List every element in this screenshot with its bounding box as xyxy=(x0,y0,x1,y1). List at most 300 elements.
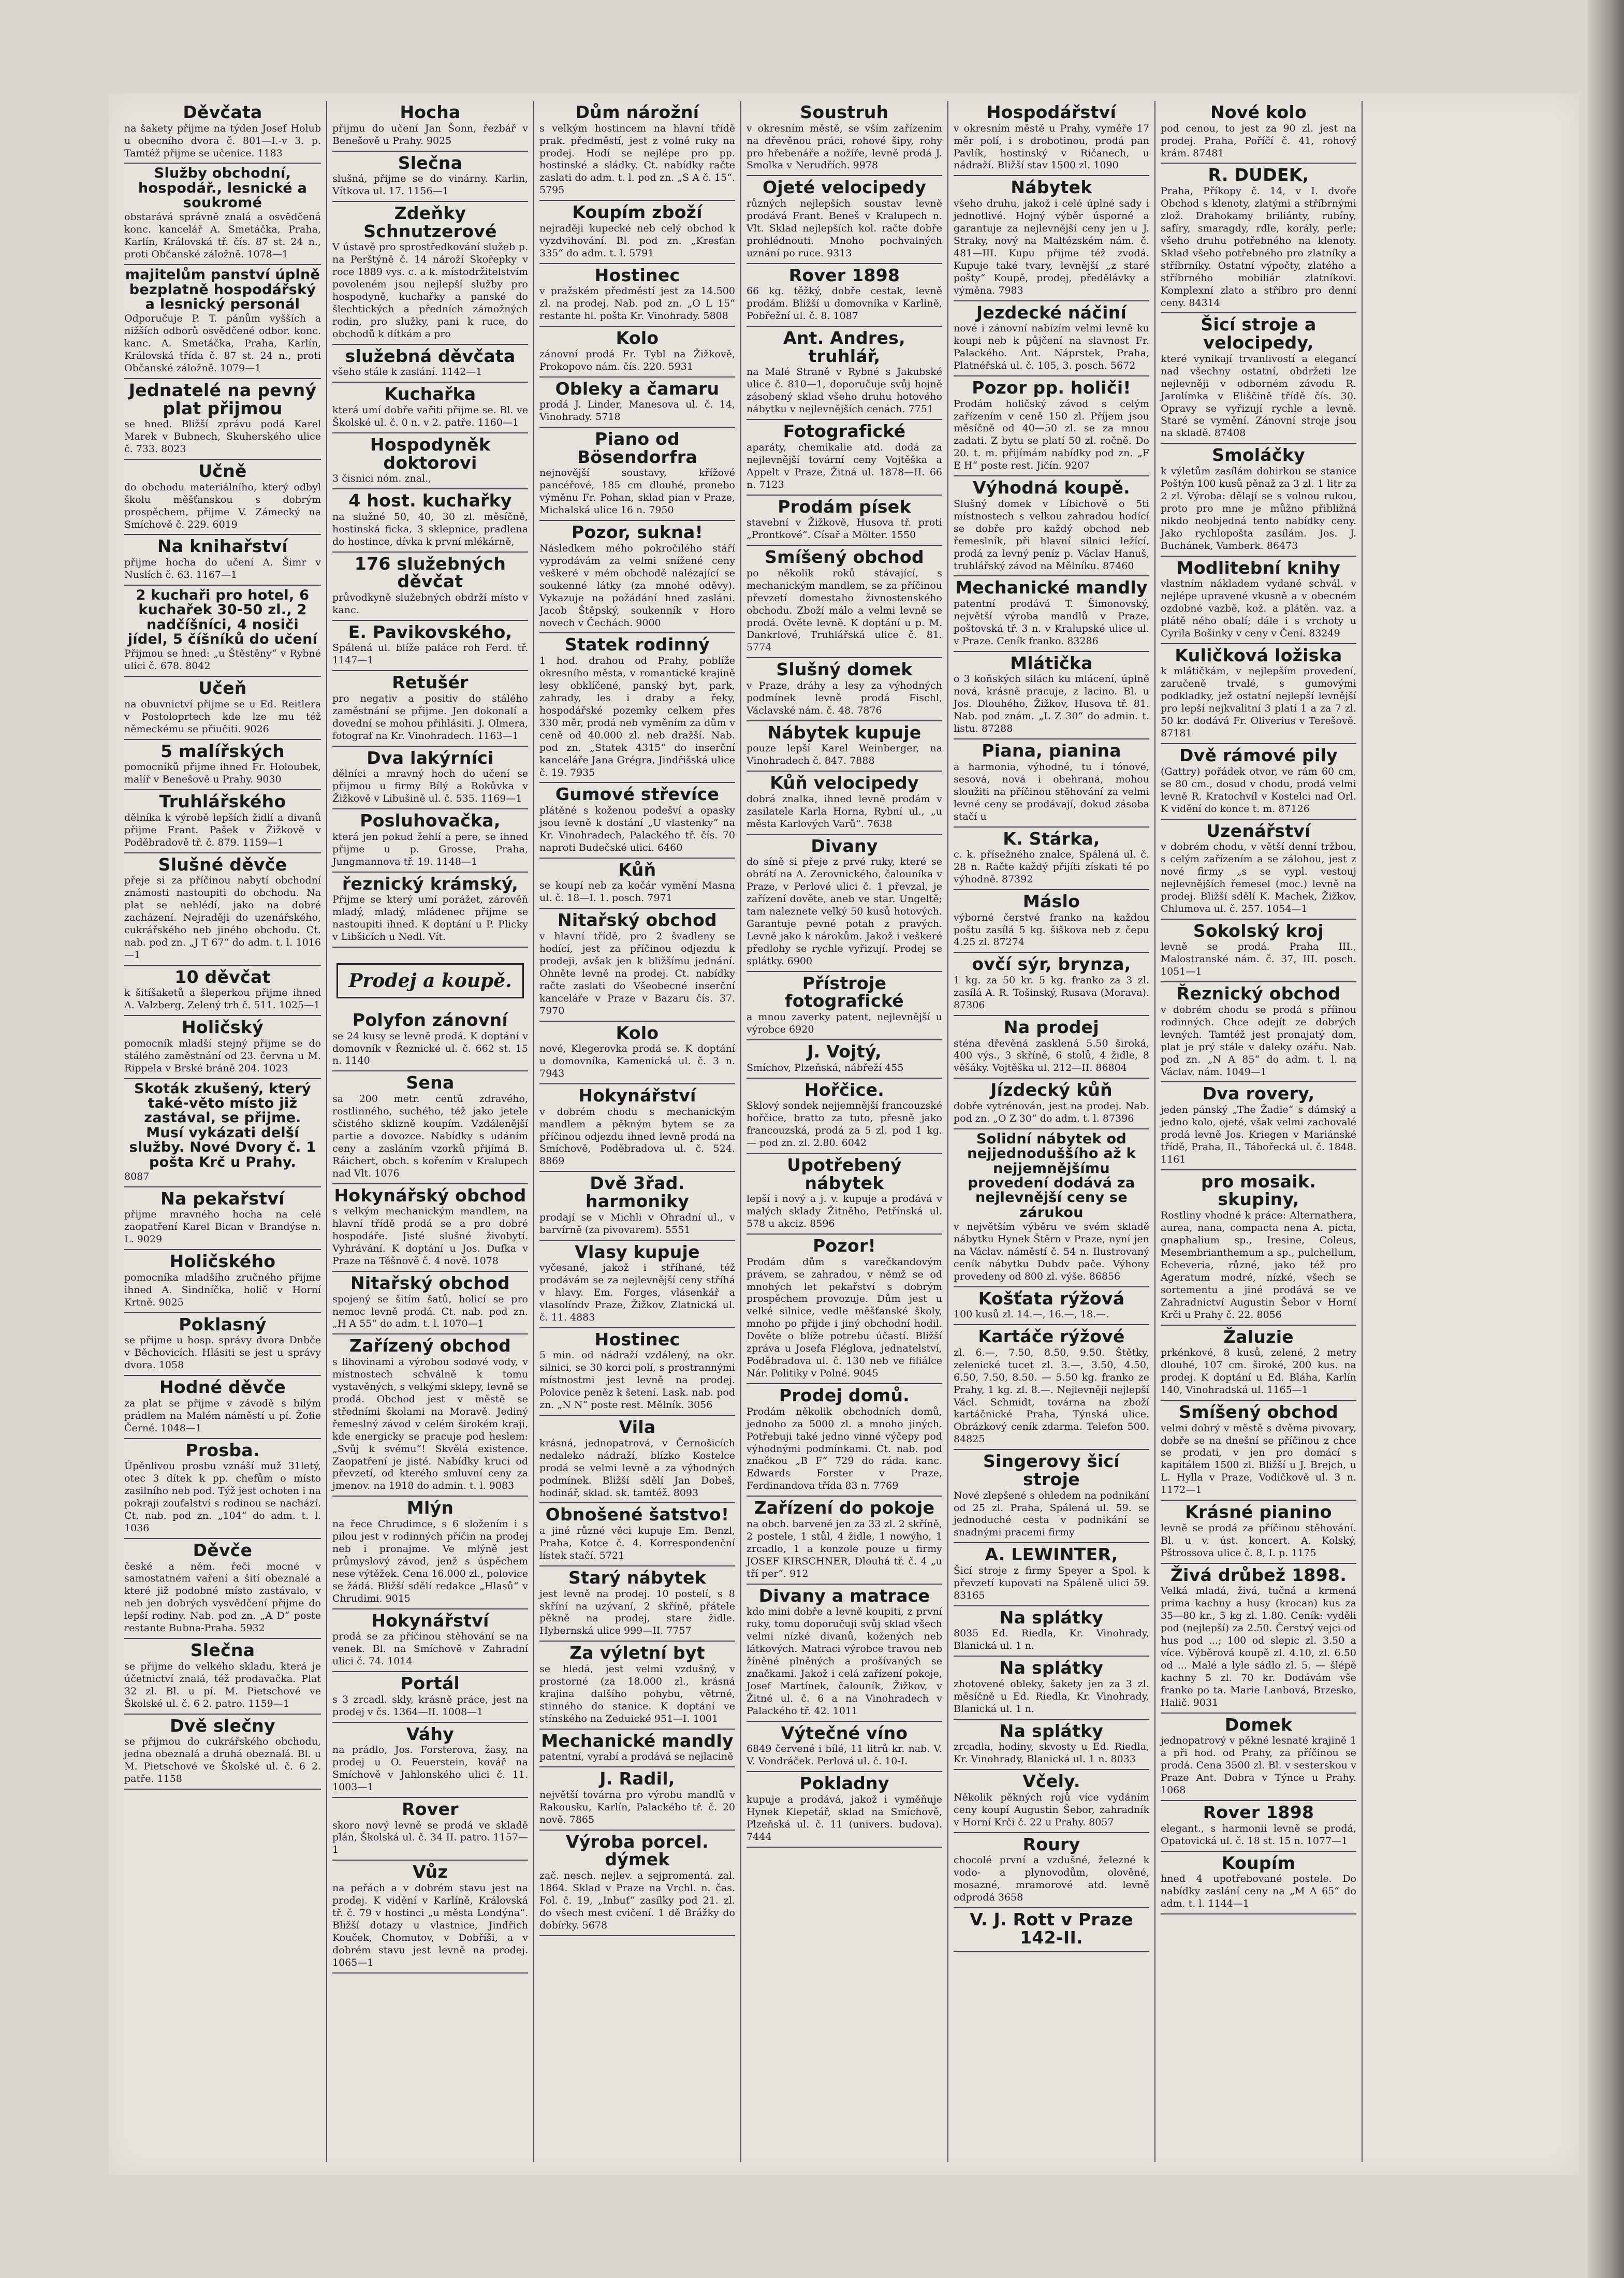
ad-heading: Singerovy šicí stroje xyxy=(983,1451,1120,1489)
classified-ad xyxy=(124,1539,321,1639)
ad-text: s lihovinami a výrobou sodové vody, v místnostech schválně k tomu vystavěných, s velkými sklepy, levně se prodá. Obchod jest v městě se středními školami na Moravě. Jediný řemeslný závod v celém širokém kraji, kde energicky se pracuje pod heslem: „Svůj k svému“! Skvělá existence. Zaopatření je jisté. Nabídky kruci od převzetí, od kterého smluvní ceny za jmenov. na 1918 do admin. t. l. 9083 xyxy=(332,1356,528,1492)
classified-ad xyxy=(1161,313,1356,444)
classified-ad xyxy=(332,1672,528,1723)
ad-heading: Kuchařka xyxy=(384,384,476,404)
classified-ad xyxy=(1161,101,1356,164)
ad-text: plátěné s koženou podešví a opasky jsou levně k dostání „U vlastenky“ na Kr. Vinohradech, Palackého tř. čís. 70 naproti Budečské ulici. 6460 xyxy=(539,805,735,853)
ad-text: Praha, Příkopy č. 14, v I. dvoře Obchod s klenoty, zlatými a stříbrnými zlož. Drahokamy briliánty, rubíny, safíry, smaragdy, rdle, korály, perle; všeho druhu potřebného na klenoty. Sklad všeho potřebného pro zlatníky a stříbrníky. Ostatní výpočty, zlatého a stříbrného mobiliár zlatníkovi. Komplexní zlato a stříbro pro denní ceny. 84314 xyxy=(1161,185,1356,309)
classified-ad xyxy=(747,658,942,721)
ad-heading: Piano od Bösendorfra xyxy=(577,429,698,467)
ad-heading: Zařízený obchod xyxy=(349,1336,511,1356)
ad-heading: 4 host. kuchařky xyxy=(348,490,512,511)
ad-text: dělníci a mravný hoch do učení se přijmou u firmy Bílý a Rokůvka v Žižkově v Libušině ul. č. 535. 1169—1 xyxy=(332,768,528,805)
ad-text: Šicí stroje z firmy Speyer a Spol. k převzetí kupovati na Spáleně ulici 59. 83165 xyxy=(954,1564,1149,1601)
ad-text: vlastním nákladem vydané schvál. v nejlépe upravené vkusně a v obecném ozdobné vazbě, kož. a plátěn. vaz. a plátě ného obalí; dále i s vrchoty u Cyrila Bošinky v ceny v Čení. 83249 xyxy=(1161,578,1356,639)
ad-text: a mnou zaverky patent, nejlevnější u výrobce 6920 xyxy=(747,1011,942,1036)
classified-ad xyxy=(747,1040,942,1079)
ad-heading: 10 děvčat xyxy=(174,966,271,987)
classified-ad xyxy=(124,164,321,265)
ad-heading: Solidní nábytek od nejjednoduššího až k nejjemnějšímu provedení dodává za nejlevnější ceny se zárukou xyxy=(967,1130,1136,1221)
ad-heading: Na knihařství xyxy=(157,536,288,557)
ad-text: levně se prodá. Praha III., Malostranské nám. č. 37, III. posch. 1051—1 xyxy=(1161,941,1356,978)
classified-ad xyxy=(1161,744,1356,819)
ad-heading: pro mosaik. skupiny, xyxy=(1201,1171,1316,1210)
classified-ad xyxy=(954,1079,1149,1129)
ad-text: Spálená ul. blíže paláce roh Ferd. tř. 1147—1 xyxy=(332,642,528,666)
classified-ad xyxy=(124,460,321,535)
column-5 xyxy=(947,101,1154,2162)
ad-heading: Dům nárožní xyxy=(575,102,699,122)
ad-text: prkénkové, 8 kusů, zelené, 2 metry dlouhé, 107 cm. široké, 200 kus. na prodej. K doptání u Ed. Bláha, Karlín 140, Vinohradská ul. 1165—1 xyxy=(1161,1347,1356,1396)
classified-ad xyxy=(954,1129,1149,1287)
ad-heading: Vila xyxy=(619,1417,656,1438)
ad-heading: Za výletní byt xyxy=(569,1643,705,1663)
ad-text: patentní prodává T. Šimonovský, největší výroba mandlů v Praze, poštovská tř. 3 n. v Kralupské ulice ul. v Praze. Ceník franko. 83286 xyxy=(954,598,1149,647)
ad-heading: Vůz xyxy=(413,1862,448,1882)
classified-ad xyxy=(747,420,942,495)
ad-heading: Jízdecký kůň xyxy=(990,1080,1113,1100)
ad-heading: Šicí stroje a velocipedy, xyxy=(1201,314,1316,353)
ad-text: která umí dobře vařiti přijme se. Bl. ve Školské ul. č. 0 n. v 2. patře. 1160—1 xyxy=(332,404,528,428)
ad-heading: Prodej domů. xyxy=(779,1385,910,1406)
ad-text: 3 čisnici nóm. znal., xyxy=(332,473,432,485)
ad-text: V ústavě pro sprostředkování služeb p. na Perštýně č. 14 nároží Skořepky v roce 1889 vys. c. a k. místodržitelstvím povoleném jsou nejlepší služby pro hospodyně, kuchařky a panské do šlechtických a předních zámožných rodin, pro služky, pani k ruce, do obchodů k dítkám a pro xyxy=(332,241,528,340)
ad-text: zl. 6.—, 7.50, 8.50, 9.50. Štětky, zelenické tucet zl. 3.—, 3.50, 4.50, 6.50, 7.50, 8.50. — 5.50 kg. franko ze Prahy, 1 kg. zl. 8.—. Nejlevněji nejlepší Václ. Schmidt, továrna na zboží kartáčnické Praha, Týnská ulice. Obrázkový ceník zdarma. Telefon 500. 84825 xyxy=(954,1346,1149,1445)
ad-heading: Mlátička xyxy=(1010,652,1093,673)
ad-text: lepší i nový a j. v. kupuje a prodává v malých sklady Žitněho, Petřínská ul. 578 u akciz. 8596 xyxy=(747,1193,942,1230)
ad-text: Úpěnlivou prosbu vznáší muž 31letý, otec 3 dítek k pp. chefům o místo zasilního neb pod. Týž jest ochoten i na pokraji zoufalství s rodinou se nachází. Ct. nab. pod zn. „104“ do adm. t. l. 1036 xyxy=(124,1460,321,1534)
classified-ad xyxy=(332,1272,528,1334)
ad-text: výborné čerstvé franko na každou poštu zasílá 5 kg. šiškova neb z čepu 4.25 zl. 87274 xyxy=(954,911,1149,948)
ad-heading: Jezdecké náčiní xyxy=(976,302,1127,323)
ad-heading: Ant. Andres, truhlář, xyxy=(783,328,905,366)
classified-ad xyxy=(332,101,528,152)
ad-heading: Divany a matrace xyxy=(758,1585,930,1606)
classified-ad xyxy=(954,101,1149,176)
ad-text: 8035 Ed. Riedla, Kr. Vinohrady, Blanická ul. 1 n. xyxy=(954,1628,1149,1652)
ad-text: k šitíšaketů a šleperkou přijme ihned A. Valzberg, Zelený trh č. 511. 1025—1 xyxy=(124,987,321,1011)
classified-ad xyxy=(747,1497,942,1584)
newspaper-page xyxy=(109,93,1579,2175)
ad-text: která jen pokud žehlí a pere, se ihned přijme u p. Grosse, Praha, Jungmannova tř. 19. 1148—1 xyxy=(332,831,528,867)
ad-text: se hned. Bližší zprávu podá Karel Marek v Bubnech, Skuherského ulice č. 733. 8023 xyxy=(124,418,321,455)
ad-text: české a něm. řeči mocné v samostatném vaření a šití obeznalé a které již podobné místo zastávalo, v neb jen dobrých vysvědčení přijme do lepší rodiny. Nab. pod zn. „A D“ poste restante Bubna-Praha. 5932 xyxy=(124,1560,321,1634)
ad-text: levně se prodá za příčinou stěhování. Bl. u v. úst. koncert. A. Kolský, Pštrossova ulice č. 8, I. p. 1175 xyxy=(1161,1522,1356,1559)
ad-text: (Gattry) pořádek otvor, ve rám 60 cm, se 80 cm., dosud v chodu, prodá velmi levně R. Kratochvíl v Kostelci nad Orl. K vidění do konce t. m. 87126 xyxy=(1161,765,1356,815)
classified-ad xyxy=(539,201,735,264)
classified-ad xyxy=(954,1770,1149,1833)
ad-text: krásná, jednopatrová, v Černošicích nedaleko nádraží, blízko Kostelce prodá se velmi levně a za výhodných podmínek. Bližší sdělí Jan Dobeš, hodinář, sklad. sk. tamtéž. 8093 xyxy=(539,1437,735,1499)
ad-text: v dobrém chodu, v větší denní tržbou, s celým zařízením a se zálohou, jest z nové firmy „s se vypl. vestouj nejlevnějších řemesel (moc.) levně na prodej. Bližší sdělí K. Machek, Žižkov, Chlumova ul. č. 257. 1054—1 xyxy=(1161,841,1356,915)
ad-text: obstarává správně znalá a osvědčená konc. kancelář A. Smetáčka, Praha, Karlín, Královská tř. čís. 87 st. 24 n., proti Občanské záložně. 1078—1 xyxy=(124,211,321,260)
ad-heading: Zdeňky Schnutzerové xyxy=(363,203,497,241)
column-3 xyxy=(533,101,740,2162)
classified-columns xyxy=(119,101,1569,2162)
ad-heading: Na splátky xyxy=(999,1720,1104,1741)
classified-ad xyxy=(124,1376,321,1439)
classified-ad xyxy=(332,1798,528,1861)
ad-text: Několik pěkných rojů více vydáním ceny koupí Augustin Šebor, zahradník v Horní Krči č. 22 u Prahy. 8057 xyxy=(954,1791,1149,1828)
ad-text: v největším výběru ve svém skladě nábytku Hynek Štěrn v Praze, nyní jen na Václav. náměstí č. 54 n. Ilustrovaný ceník nábytku Dubdv pače. Výhony provedeny od 800 zl. výše. 86856 xyxy=(954,1221,1149,1282)
ad-text: zač. nesch. nejlev. a sejpromentá. zal. 1864. Sklad v Praze na Vrchl. n. čas. Fol. č. 19, „Inbuť“ zasílky pod 21. zl. do všech mest cvičení. 1 dě Brážky do dobírky. 5678 xyxy=(539,1869,735,1931)
classified-ad xyxy=(954,1543,1149,1606)
ad-heading: 176 služebných děvčat xyxy=(354,553,506,592)
classified-ad xyxy=(124,1313,321,1376)
ad-text: pouze lepší Karel Weinberger, na Vinohradech č. 847. 7888 xyxy=(747,743,942,767)
ad-heading: Hokynářský obchod xyxy=(334,1185,526,1206)
classified-ad xyxy=(539,783,735,858)
classified-ad xyxy=(539,1566,735,1642)
classified-ad xyxy=(332,489,528,552)
classified-ad xyxy=(539,1503,735,1566)
classified-ad xyxy=(954,652,1149,739)
classified-ad xyxy=(954,1016,1149,1079)
ad-text: patentní, vyrabí a prodává se nejlacině xyxy=(539,1751,734,1763)
ad-heading: Výroba porcel. dýmek xyxy=(566,1831,709,1870)
ad-text: v hlavní třídě, pro 2 švadleny se hodící, jest za příčinou odjezdu k prodeji, avšak jen k bližšímu jednání. Ohněte levně na prodej. Ct. nabídky račte zaslati do Všeobecné inserční kanceláře v Praze v Bazaru čís. 37. 7970 xyxy=(539,931,735,1017)
classified-ad xyxy=(332,747,528,809)
classified-ad xyxy=(539,378,735,428)
ad-heading: Prodám písek xyxy=(778,496,911,517)
ad-text: nové i zánovní nabízím velmi levně ku koupi neb k půjčení na slavnost Fr. Palackého. Ant. Náprstek, Praha, Platnéřská ul. č. 105, 3. posch. 5672 xyxy=(954,323,1149,371)
classified-ad xyxy=(1161,1564,1356,1714)
ad-heading: Sena xyxy=(406,1072,455,1093)
ad-heading: J. Radil, xyxy=(599,1768,675,1789)
classified-ad xyxy=(332,621,528,672)
ad-heading: Živá drůbež 1898. xyxy=(1170,1564,1347,1585)
classified-ad xyxy=(124,790,321,853)
ad-heading: Prosba. xyxy=(185,1440,260,1460)
classified-ad xyxy=(124,1016,321,1079)
classified-ad xyxy=(332,1009,528,1071)
classified-ad xyxy=(539,264,735,327)
ad-heading: Nábytek xyxy=(1011,177,1092,198)
classified-ad xyxy=(124,535,321,586)
ad-heading: Mechanické mandly xyxy=(541,1730,734,1751)
ad-heading: Hořčice. xyxy=(804,1079,885,1100)
ad-text: Prodám několik obchodních domů, jednoho za 5000 zl. a mnoho jiných. Potřebuji také jedno vinné výčepy pod výhodnými podmínkami. Ct. nab. pod značkou „B F“ 729 do ráda. kanc. Edwards Forster v Praze, Ferdinandova třída 83 n. 7769 xyxy=(747,1405,942,1492)
ad-text: 1 kg. za 50 kr. 5 kg. franko za 3 zl. zasílá A. R. Tošinský, Rusava (Morava). 87306 xyxy=(954,975,1149,1011)
ad-heading: Jednatelé na pevný plat přijmou xyxy=(128,380,317,418)
classified-ad xyxy=(332,1723,528,1798)
classified-ad xyxy=(954,1908,1149,1952)
classified-ad xyxy=(124,379,321,460)
classified-ad xyxy=(1161,644,1356,744)
ad-text: jednopatrový v pěkné lesnaté krajině 1 a při hod. od Prahy, za příčinou se prodá. Cena 3500 zl. Bl. v sesterskou v Praze Ant. Dobra v Týnce u Prahy. 1068 xyxy=(1161,1735,1356,1796)
ad-text: Smíchov, Plzeňská, nábřeží 455 xyxy=(747,1062,904,1073)
ad-text: 1 hod. drahou od Prahy, poblíže okresního města, v romantické krajině lesy obklíčené, panský byt, park, zahrady, les i draby a řeky, hospodářské pozemky celkem přes 330 měr, prodá neb vyměním za dům v ceně od 40.000 zl. neb dražší. Nab. pod zn. „Statek 4315“ do inserční kanceláře Jana Grégra, Jindřišská ulice č. 19. 7935 xyxy=(539,655,735,778)
page-edge-shadow xyxy=(1588,0,1624,2278)
ad-heading: Gumové střevíce xyxy=(555,784,720,805)
classified-ad xyxy=(1161,1326,1356,1401)
classified-ad xyxy=(954,739,1149,827)
ad-text: prodají se v Michli v Ohradní ul., v barvírně (za pivovarem). 5551 xyxy=(539,1211,735,1236)
ad-heading: Děvče xyxy=(193,1540,253,1560)
ad-heading: Slečna xyxy=(190,1640,255,1661)
ad-text: slušná, přijme se do vinárny. Karlin, Vítkova ul. 17. 1156—1 xyxy=(332,173,528,197)
ad-heading: Koupím zboží xyxy=(572,202,703,223)
ad-heading: Pozor pp. holiči! xyxy=(972,377,1131,398)
ad-text: pomocník mladší stejný přijme se do stálého zaměstnání od 23. června u M. Rippela v Brské bráně 204. 1023 xyxy=(124,1037,321,1074)
ad-heading: E. Pavikovského, xyxy=(348,621,513,642)
ad-text: nové, Klegerovka prodá se. K doptání u domovníka, Kamenická ul. č. 3 n. 7943 xyxy=(539,1043,735,1080)
ad-text: jest levně na prodej. 10 postelí, s 8 skříní na uzývaní, 2 skříně, přátele pěkně na prodej, stare židle. Hybernská ulice 999—II. 7757 xyxy=(539,1588,735,1637)
classified-ad xyxy=(332,433,528,489)
ad-heading: Vlasy kupuje xyxy=(575,1241,700,1262)
classified-ad xyxy=(539,1767,735,1830)
ad-heading: Smoláčky xyxy=(1212,445,1305,466)
ad-text: Přijmou se hned: „u Štěstěny“ v Rybné ulici č. 678. 8042 xyxy=(124,648,321,672)
ad-text: Odporučuje P. T. pánům vyšších a nižších odborů osvědčené odbor. konc. kanc. A. Smetáčka, Praha, Karlín, Královská třída č. 87 st. 24 n., proti Občanské záložně. 1079—1 xyxy=(124,313,321,374)
classified-ad xyxy=(1161,444,1356,556)
classified-ad xyxy=(747,101,942,176)
column-4 xyxy=(740,101,947,2162)
ad-text: přijmu do učení Jan Šonn, řezbář v Benešově u Prahy. 9025 xyxy=(332,122,528,147)
column-1 xyxy=(119,101,326,2162)
ad-text: 100 kusů zl. 14.—, 16.—, 18.—. xyxy=(954,1309,1109,1321)
ad-heading: Posluhovačka, xyxy=(360,810,501,831)
classified-ad xyxy=(539,909,735,1021)
ad-text: v dobrém chodu se prodá s příinou rodinných. Chce odejít ze dobrých levných. Tamtéž jest pronajatý dom, plat je prý stále v daleky ozářu. Nab. pod zn. „N A 85“ do adm. t. l. na Václav. nám. 1049—1 xyxy=(1161,1004,1356,1078)
ad-heading: Děvčata xyxy=(183,102,262,122)
ad-heading: Služby obchodní, hospodář., lesnické a soukromé xyxy=(138,165,308,211)
ad-heading: Truhlářského xyxy=(159,791,286,812)
classified-ad xyxy=(747,772,942,834)
classified-ad xyxy=(539,1084,735,1172)
ad-text: v dobrém chodu s mechanickým mandlem a pěkným bytem se za příčinou odjezdu ihned levně prodá na Smíchově, Poděbradova ul. č. 524. 8869 xyxy=(539,1106,735,1167)
ad-heading: Domek xyxy=(1224,1714,1293,1735)
ad-text: s velkým hostincem na hlavní třídě prak. předměstí, jest z volné ruky na prodej. Hodí se nejlépe pro pp. hostinské a sládky. Ct. nabídky račte zaslati do adm. t. l. pod zn. „S A č. 15“. 5795 xyxy=(539,122,735,196)
classified-ad xyxy=(1161,557,1356,644)
ad-text: dobře vytrénován, jest na prodej. Nab. pod zn. „O Z 30“ do adm. t. l. 87396 xyxy=(954,1100,1149,1124)
classified-ad xyxy=(747,721,942,772)
classified-ad xyxy=(954,376,1149,476)
ad-heading: Hostinec xyxy=(594,1329,680,1350)
classified-ad xyxy=(332,1071,528,1184)
ad-text: o 3 koňských silách ku mlácení, úplně nová, krásně pracuje, z lacino. Bl. u Jos. Dlouhého, Žižkov, Husova tř. 81. Nab. pod znám. „L Z 30“ do admin. t. listu. 87288 xyxy=(954,673,1149,735)
ad-heading: Rover xyxy=(402,1798,459,1819)
ad-text: do obchodu materiálního, který odbyl školu měšťanskou s dobrým prospěchem, přijme V. Zámecký na Smíchově č. 229. 6019 xyxy=(124,481,321,530)
ad-text: prodá se za příčinou stěhování se na venek. Bl. na Smíchově v Zahradní ulici č. 74. 1014 xyxy=(332,1631,528,1667)
section-box-title: Prodej a koupě. xyxy=(336,963,524,998)
ad-text: se přijme u hosp. správy dvora Dnbče v Běchovicích. Hlásiti se jest u správy dvora. 1058 xyxy=(124,1334,321,1371)
ad-heading: ovčí sýr, brynza, xyxy=(972,954,1131,975)
ad-text: zhotovené obleky, šakety jen za 3 zl. měsíčně u Ed. Riedla, Kr. Vinohrady, Blanická ul. 1 n. xyxy=(954,1678,1149,1715)
ad-heading: Rover 1898 xyxy=(788,265,900,285)
ad-text: kupuje a prodává, jakož i vyměňuje Hynek Klepetář, sklad na Smíchově, Plzeňská ul. č. 11 (univers. budova). 7444 xyxy=(747,1793,942,1842)
ad-heading: Kůň velocipedy xyxy=(770,773,919,793)
ad-heading: 5 malířských xyxy=(160,741,285,761)
classified-ad xyxy=(747,1235,942,1384)
ad-heading: Dvě slečny xyxy=(170,1715,275,1736)
ad-text: vyčesané, jakož i stříhané, též prodávám se za nejlevnější ceny stříhá v hlavy. Em. Forges, vlásenkář a vlasolíndv Praze, Žižkov, Zlatnická ul. č. 11. 4883 xyxy=(539,1262,735,1323)
ad-heading: Starý nábytek xyxy=(568,1567,706,1588)
ad-heading: Obleky a čamaru xyxy=(555,378,720,399)
ad-text: pro negativ a positiv do stálého zaměstnání se přijme. Jen dokonalí a dovední se mohou přihlásiti. J. Olmera, fotograf na Kr. Vinohradech. 1163—1 xyxy=(332,692,528,742)
ad-heading: Na splátky xyxy=(999,1658,1104,1678)
ad-heading: Na pekařství xyxy=(160,1188,285,1209)
classified-ad xyxy=(539,859,735,909)
ad-heading: Hokynářství xyxy=(371,1610,489,1631)
classified-ad xyxy=(539,1642,735,1729)
ad-heading: Hokynářství xyxy=(578,1085,696,1106)
ad-text: na obuvnictví přijme se u Ed. Reitlera v Postoloprtech kde lze mu též německému se přiučiti. 9026 xyxy=(124,698,321,735)
ad-heading: Hodné děvče xyxy=(159,1377,286,1398)
ad-text: aparáty, chemikalie atd. dodá za nejlevnější tovární ceny Vojtěška a Appelt v Praze, Žitná ul. 1878—II. 66 n. 7123 xyxy=(747,441,942,490)
ad-heading: Kolo xyxy=(616,328,659,349)
ad-text: v Praze, dráhy a lesy za výhodných podmínek levně prodá Fischl, Václavské nám. č. 48. 7876 xyxy=(747,679,942,716)
classified-ad xyxy=(747,835,942,972)
ad-heading: Slečna xyxy=(398,152,463,173)
ad-heading: Holičský xyxy=(182,1017,264,1038)
classified-ad xyxy=(124,1187,321,1250)
ad-text: skoro nový levně se prodá ve skladě plán, Školská ul. č. 34 II. patro. 1157—1 xyxy=(332,1819,528,1856)
ad-heading: Přístroje fotografické xyxy=(785,973,904,1011)
ad-text: a harmonia, výhodné, tu i tónové, sesová, nová i obehraná, mohou sloužiti na příčinou stěhování za velmi levné ceny se prodávají, dokud zásoba stačí u xyxy=(954,761,1149,822)
classified-ad xyxy=(1161,1801,1356,1852)
classified-ad xyxy=(1161,1714,1356,1801)
classified-ad xyxy=(539,327,735,378)
ad-heading: Dvě 3řad. harmoniky xyxy=(585,1173,690,1211)
ad-text: stavební v Žižkově, Husova tř. proti „Prontkové“. Císař a Mölter. 1550 xyxy=(747,517,942,541)
classified-ad xyxy=(747,1384,942,1497)
classified-ad xyxy=(539,1241,735,1328)
ad-text: 66 kg. těžký, dobře cestak, levně prodám. Bližší u domovníka v Karlině, Pobřežní ul. č. 8. 1087 xyxy=(747,285,942,322)
ad-text: kdo mini dobře a levně koupiti, z první ruky, tomu doporučuji svůj sklad všech velmi nízké divanů, kožených neb látkových. Matraci výrobce travou neb žíněné plněných a prošívaných se značkami. Jakož i celá zařízení pokoje, Josef Martínek, čalouník, Žižkov, v Žitné ul. č. 6 a na Vinohradech v Palackého tř. 42. 1011 xyxy=(747,1606,942,1717)
ad-text: všeho druhu, jakož i celé úplné sady i jednotlivé. Hojný výběr úsporné a garantuje za nejlevnější ceny jen u J. Straky, nový na Maltézském nám. č. 481—III. Kupu přijme též zvodá. Kupuje také tvary, levnější „z staré pošty“ Koupě, prodej, předělávky a výměna. 7983 xyxy=(954,198,1149,296)
classified-ad xyxy=(747,972,942,1040)
ad-text: na prádlo, Jos. Forsterova, žasy, na prodej u O. Feuerstein, kovář na Smíchově v Jahlonského ulici č. 11. 1003—1 xyxy=(332,1744,528,1793)
classified-ad xyxy=(954,476,1149,576)
ad-text: na řece Chrudimce, s 6 složením i s pilou jest v rodinných příčin na prodej neb i pronajme. Ve mlýně jest průmyslový závod, jenž s úspěchem nese výtěžek. Cena 16.000 zl., polovice se žádá. Bližší sdělí redakce „Hlasů“ v Chrudimi. 9015 xyxy=(332,1518,528,1604)
column-2 xyxy=(326,101,533,2162)
ad-text: s 3 zrcadl. skly, krásně práce, jest na prodej v čs. 1364—II. 1008—1 xyxy=(332,1693,528,1718)
ad-text: prodá J. Linder, Manesova ul. č. 14, Vinohrady. 5718 xyxy=(539,399,735,423)
ad-heading: Včely. xyxy=(1022,1771,1080,1792)
ad-heading: K. Stárka, xyxy=(1003,828,1100,849)
ad-text: v okresním městě u Prahy, vyměře 17 měr polí, i s drobotinou, prodá pan Pavlík, hostinský v Ričanech, u nádraží. Bližší stav 1500 zl. 1090 xyxy=(954,122,1149,171)
ad-heading: Hospodyněk doktorovi xyxy=(370,434,491,473)
classified-ad xyxy=(124,1715,321,1790)
ad-heading: Řeznický obchod xyxy=(1176,983,1341,1004)
classified-ad xyxy=(747,327,942,420)
ad-heading: V. J. Rott v Praze 142-II. xyxy=(970,1909,1133,1948)
ad-heading: Nové kolo xyxy=(1210,102,1307,122)
ad-heading: Učně xyxy=(198,461,247,482)
ad-heading: Smíšený obchod xyxy=(765,547,924,568)
ad-heading: Kuličková ložiska xyxy=(1175,645,1342,665)
ad-text: 5 min. od nádraží vzdálený, na okr. silnici, se 30 korci polí, s prostrannými místnostmi jest levně na prodej. Polovice peněz k šetení. Lask. nab. pod zn. „N N“ poste rest. Mělník. 3056 xyxy=(539,1350,735,1411)
ad-heading: Výhodná koupě. xyxy=(972,477,1131,498)
classified-ad xyxy=(124,1079,321,1187)
classified-ad xyxy=(1161,1852,1356,1914)
ad-heading: Na splátky xyxy=(999,1607,1104,1628)
ad-text: které vynikají trvanlivostí a elegancí nad všechny ostatní, obdržeti lze nejlevněji v odborném závodu R. Jarolímka v Eliščině třídě čís. 30. Opravy se vyřizují rychle a levně. Staré se vymění. Zánovní stroje jsou na skladě. 87408 xyxy=(1161,353,1356,439)
ad-heading: Učeň xyxy=(198,678,247,699)
classified-ad xyxy=(747,1079,942,1154)
ad-text: c. k. přísežného znalce, Spálená ul. č. 28 n. Račte každý přijíti získati té po výhodně. 87392 xyxy=(954,849,1149,886)
classified-ad xyxy=(124,853,321,966)
ad-heading: Ojeté velocipedy xyxy=(762,177,927,198)
ad-heading: Smíšený obchod xyxy=(1179,1401,1338,1422)
ad-text: Prodám holičský závod s celým zařízením v ceně 150 zl. Příjem jsou měsíčně od 40—50 zl. se za mnou zadati. Z bytu se platí 50 zl. ročně. Do 20. t. m. přijímám nabídky pod zn. „F E H“ poste rest. Jičín. 9207 xyxy=(954,398,1149,472)
classified-ad xyxy=(332,809,528,872)
ad-heading: Pozor, sukna! xyxy=(572,522,703,543)
ad-text: v okresním městě, se vším zařízením na dřevěnou práci, rohové šipy, rohy pro hřebenáře a nožíře, levně prodá J. Smolka v Nerudřích. 9978 xyxy=(747,122,942,171)
classified-ad xyxy=(1161,1082,1356,1170)
classified-ad xyxy=(539,101,735,201)
ad-text: se přijme do velkého skladu, která je účetnictví znalá, též prodavačka. Plat 32 zl. Bl. u pí. M. Pietschové ve Školské ul. č. 6 2. patro. 1159—1 xyxy=(124,1660,321,1709)
classified-ad xyxy=(124,1439,321,1539)
classified-ad xyxy=(332,383,528,433)
ad-heading: Pokladny xyxy=(799,1773,889,1794)
ad-text: největší továrna pro výrobu mandlů v Rakousku, Karlín, Palackého tř. č. 20 nově. 7865 xyxy=(539,1789,735,1825)
ad-heading: Koupím xyxy=(1221,1852,1296,1873)
ad-heading: řeznický krámský, xyxy=(342,873,519,894)
ad-text: Slušný domek v Líbichově o 5ti místnostech s velkou zahradou hodící se dobře pro každý obchod neb řemeslník, při hlavní silnici ležící, prodá za levný peníz p. Václav Hanuš, truhlářský závod na Mělníku. 87460 xyxy=(954,498,1149,572)
ad-heading: Dva rovery, xyxy=(1202,1083,1315,1104)
classified-ad xyxy=(747,496,942,546)
ad-heading: Portál xyxy=(400,1673,460,1693)
classified-ad xyxy=(332,1497,528,1609)
ad-heading: Žaluzie xyxy=(1223,1326,1294,1347)
ad-text: na šakety přijme na týden Josef Holub u obecního dvora č. 801—I.-v 3. p. Tamtéž přijme se učenice. 1183 xyxy=(124,122,321,159)
ad-text: nejnovější soustavy, křížové pancéřové, 185 cm dlouhé, pronebo výměnu Fr. Pohan, sklad pian v Praze, Michalská ulice 16 n. 7950 xyxy=(539,467,735,516)
ad-text: v pražském předměstí jest za 14.500 zl. na prodej. Nab. pod zn. „O L 15“ restante hl. pošta Kr. Vinohrady. 5808 xyxy=(539,285,735,322)
ad-text: zrcadla, hodiny, skvosty u Ed. Riedla, Kr. Vinohrady, Blanická ul. 1 n. 8033 xyxy=(954,1741,1149,1765)
ad-heading: Hostinec xyxy=(594,265,680,285)
ad-heading: Retušér xyxy=(392,672,469,693)
classified-ad xyxy=(1161,920,1356,982)
ad-heading: Modlitební knihy xyxy=(1176,557,1341,578)
ad-text: elegant., s harmonii levně se prodá, Opatovická ul. č. 18 st. 15 n. 1077—1 xyxy=(1161,1822,1356,1847)
ad-text: na peřách a v dobrém stavu jest na prodej. K vidění v Karlíně, Královská tř. č. 79 v hostinci „u města Londýna“. Bližší dotazy u vlastnice, Jindřich Kouček, Chomutov, v Dobříši, a v dobrém stavu jest levně na prodej. 1065—1 xyxy=(332,1882,528,1968)
ad-text: 8087 xyxy=(124,1170,150,1182)
ad-text: za plat se přijme v závodě s bílým prádlem na Malém náměstí u pí. Žofie Černé. 1048—1 xyxy=(124,1397,321,1434)
classified-ad xyxy=(1161,1501,1356,1563)
ad-text: pomocníků přijme ihned Fr. Holoubek, malíř v Benešově u Prahy. 9030 xyxy=(124,761,321,786)
classified-ad xyxy=(332,1609,528,1672)
ad-text: pomocníka mladšího zručného přijme ihned A. Sindníčka, holič v Horní Krtně. 9025 xyxy=(124,1271,321,1308)
classified-ad xyxy=(954,176,1149,301)
ad-text: sténa dřevěná zasklená 5.50 široká, 400 výs., 3 skříně, 6 stolů, 4 židle, 8 věšáky. Vojtěška ul. 212—II. 86804 xyxy=(954,1037,1149,1074)
ad-text: všeho stále k zaslání. 1142—1 xyxy=(332,366,482,378)
ad-heading: Váhy xyxy=(406,1723,455,1744)
ad-text: Prodám dům s varečkandovým právem, se zahradou, v němž se od mnohých let pekařství s dobrým prospěchem provozuje. Dům jest u velké silnice, vedle měšťanské školy, mnoho po přijde i jiný obchodní hodil. Dověte o blíže potrebu účastí. Bližší zpráva u Josefa Fléglova, jednatelství, Poděbradova ul. č. 130 neb ve filiálce Nár. Politiky v Polné. 9045 xyxy=(747,1256,942,1380)
classified-ad xyxy=(124,677,321,739)
ad-text: do síně si přeje z prvé ruky, které se obrátí na A. Zerovnického, čalouníka v Praze, v Perlové ulici č. 1 převzal, je zařízení dověte, aneb ve star. Ungeltě; tam naleznete velký 50 kusů hotových. Garantuje pevné potah z pravých. Levně jako k nárokům. Jakož i veškeré předlohy se rychle vyřizují. Prodej se splátky. 6900 xyxy=(747,856,942,967)
classified-ad xyxy=(954,953,1149,1015)
ad-heading: Polyfon zánovní xyxy=(352,1009,508,1030)
ad-text: se koupí neb za kočár vymění Masna ul. č. 18—I. 1. posch. 7971 xyxy=(539,880,735,904)
ad-text: průvodkyně služebných obdrží místo v kanc. xyxy=(332,591,528,616)
classified-ad xyxy=(332,152,528,202)
ad-text: po několik roků stávající, s mechanickým mandlem, se za příčinou převzetí domestaho živnostenského obchodu. Zboží málo a velmi levně se prodá. Ověte levně. K doptání u p. M. Dankrlové, Truhlářská ulice č. 81. 5774 xyxy=(747,567,942,654)
classified-ad xyxy=(747,1154,942,1235)
ad-text: nejraději kupecké neb celý obchod k vyzdvihování. Bl. pod zn. „Kresťan 335“ do adm. t. l. 5791 xyxy=(539,222,735,259)
ad-heading: 2 kuchaři pro hotel, 6 kuchařek 30-50 zl., 2 nadčíšníci, 4 nosiči jídel, 5 číšníků do učení xyxy=(127,587,318,647)
ad-heading: Divany xyxy=(811,835,878,856)
classified-ad xyxy=(954,1450,1149,1543)
ad-text: Velká mladá, živá, tučná a krmená prima kachny a husy (krocan) kus za 35—80 kr., 5 kg zl. 1.80. Ceník: vyděli pod (nejlepší) za 2.50. Čerstvý vejci od hus pod ...; 100 od slepic zl. 3.50 a více. Výběrová koupě zl. 4.10, zl. 6.50 od ... Malé a lyle sádlo zl. 5. — šlépě kachny 5 zl. 70 kr. Dodávám vše franko po ta. Marie Lanbová, Brzesko, Halič. 9031 xyxy=(1161,1585,1356,1708)
ad-text: na obch. barvené jen za 33 zl. 2 skříně, 2 postele, 1 stůl, 4 židle, 1 nowýho, 1 zrcadlo, 1 a konzole pouze u firmy JOSEF KIRSCHNER, Dlouhá tř. č. 4 „u tří per“. 912 xyxy=(747,1518,942,1579)
classified-ad xyxy=(1161,820,1356,920)
ad-text: Následkem mého pokročilého stáří vyprodávám za velmi snížené ceny veškeré v mém obchodě nalézající se soukenné látky (za mnohé oděvy). Vykazuje na požádání hned zasláni. Jacob Štěpský, soukenník v Horo novech v Čechách. 9000 xyxy=(539,542,735,629)
ad-heading: Uzenářství xyxy=(1206,820,1311,841)
ad-text: a jiné různé věci kupuje Em. Benzl, Praha, Kotce č. 4. Korrespondenční lístek stačí. 5721 xyxy=(539,1525,735,1561)
classified-ad xyxy=(332,873,528,948)
classified-ad xyxy=(539,1022,735,1084)
